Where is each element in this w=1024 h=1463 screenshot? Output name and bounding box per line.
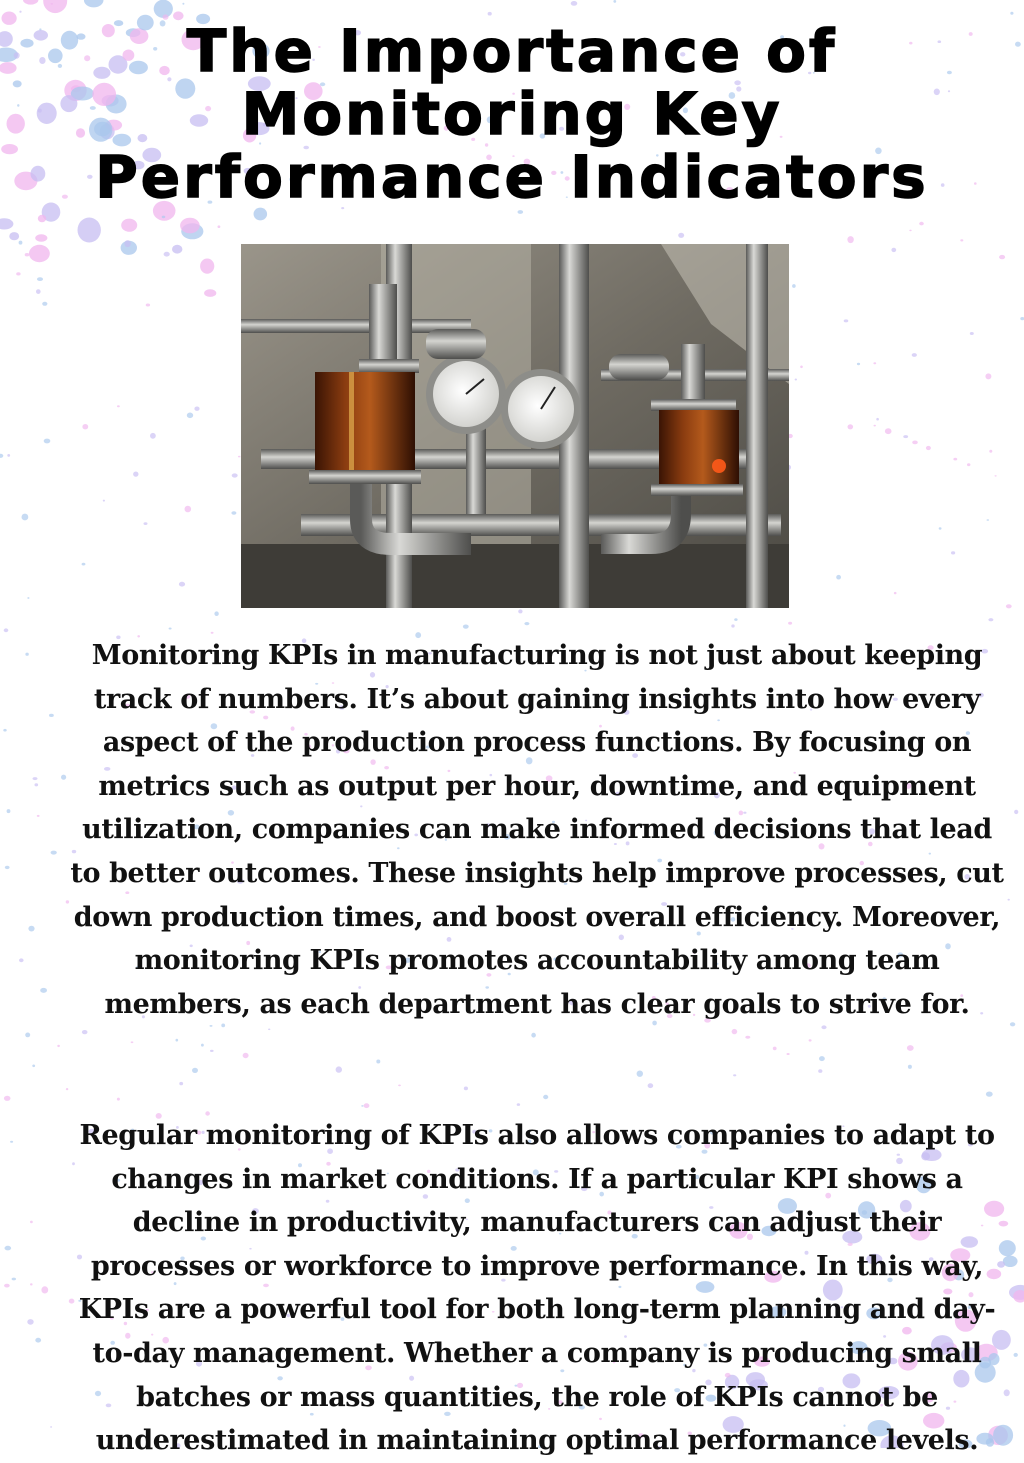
paragraph-1: Monitoring KPIs in manufacturing is not just about keeping track of numbers. It’s about gaining insights into how every aspect of the production process functions. By focusing on metrics such as output per hour, downtime, and equipment utilization, companies can make informed decisions that lead to better outcomes. These insights help improve processes, cut down production times, and boost overall efficiency. Moreover, monitoring KPIs promotes accountability among team members, as each department has clear goals to strive for. — [70, 640, 1004, 1020]
page-title: The Importance of Monitoring Key Performance Indicators — [95, 17, 929, 211]
equipment-photo — [241, 244, 789, 608]
equipment-photo-drawing — [241, 244, 789, 608]
paragraph-2: Regular monitoring of KPIs also allows companies to adapt to changes in market conditions. If a particular KPI shows a decline in productivity, manufacturers can adjust their processes or workforce to improve performance. In this way, KPIs are a powerful tool for both long-term planning and day-to-day management. Whether a company is producing small batches or mass quantities, the role of KPIs cannot be underestimated in maintaining optimal performance levels. — [78, 1120, 996, 1457]
